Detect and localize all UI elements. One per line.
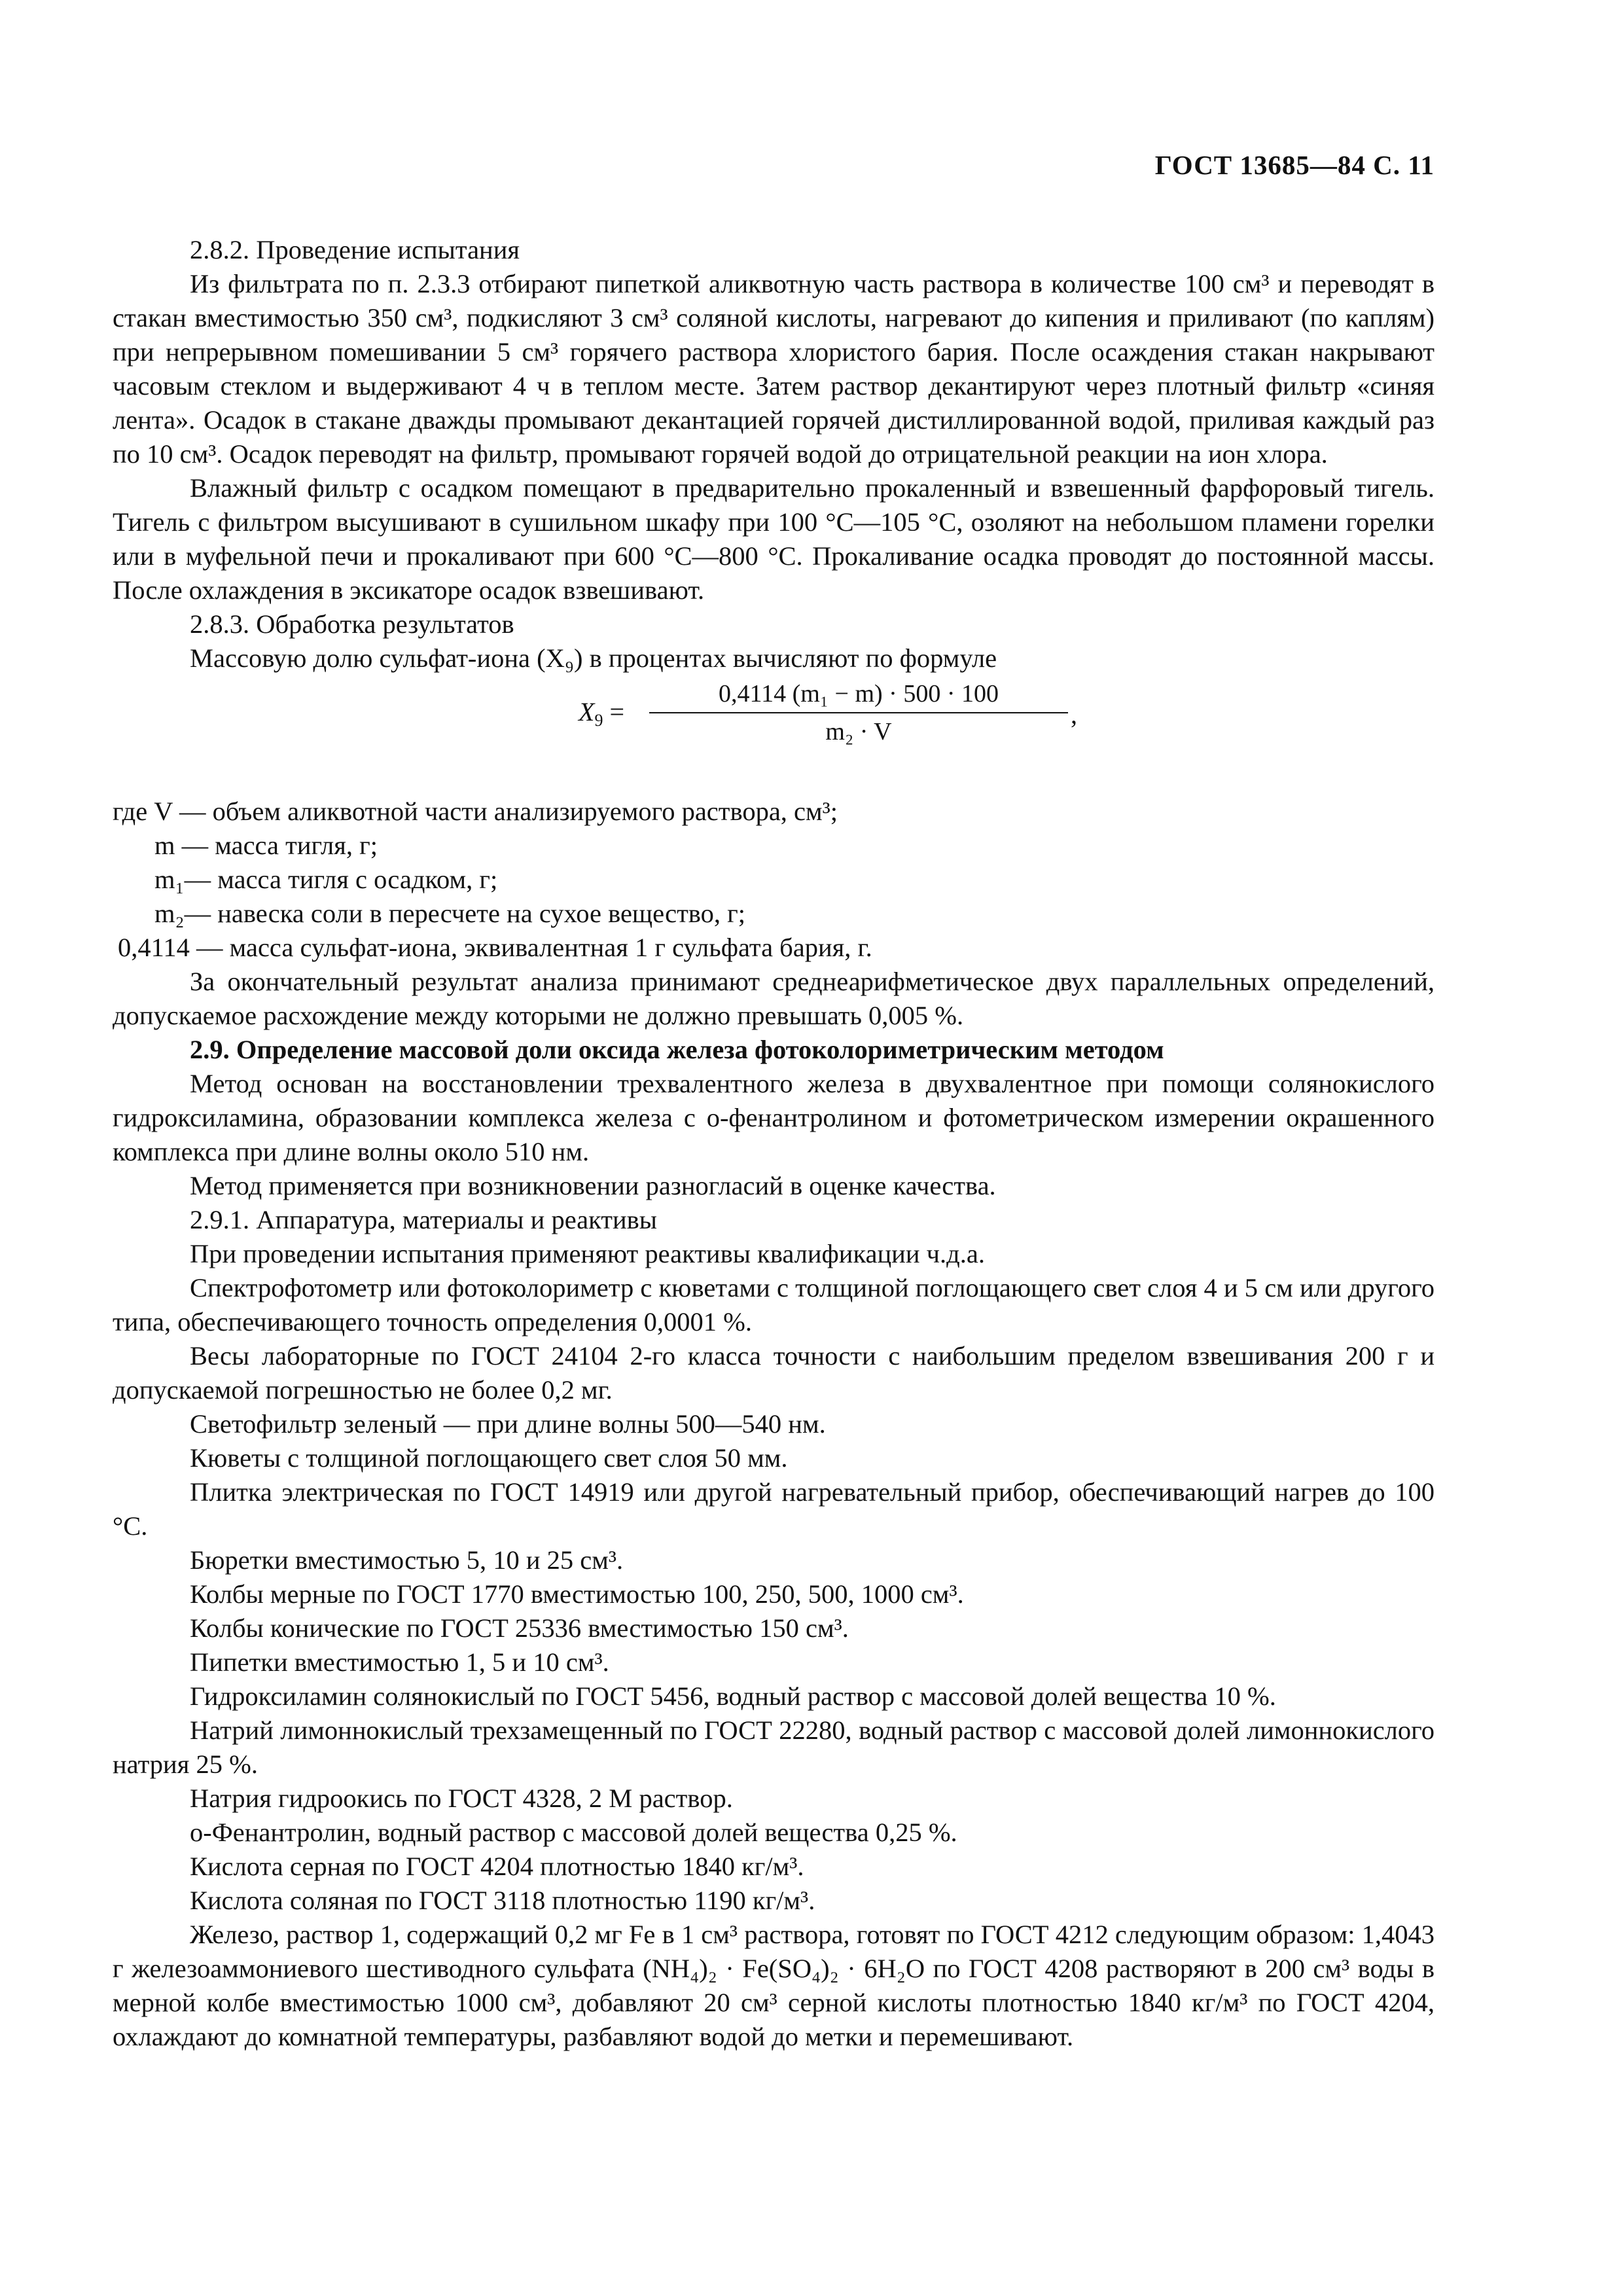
- paragraph-procedure: Из фильтрата по п. 2.3.3 отбирают пипеткой аликвотную часть раствора в количестве 100 см³ и переводят в стакан вместимостью 350 см³, подкисляют 3 см³ соляной кислоты, нагревают до кипения и приливают (по каплям) при непрерывном помешивании 5 см³ горячего раствора хлористого бария. После осаждения стакан накрывают часовым стеклом и выдерживают 4 ч в теплом месте. Затем раствор декантируют через плотный фильтр «синяя лента». Осадок в стакане дважды промывают декантацией горячей дистиллированной водой, приливая каждый раз по 10 см³. Осадок переводят на фильтр, промывают горячей водой до отрицательной реакции на ион хлора.: [113, 269, 1435, 469]
- document-page: [113, 149, 1435, 2054]
- list-item: Спектрофотометр или фотоколориметр с кюветами с толщиной поглощающего свет слоя 4 и 5 см или другого типа, обеспечивающего точность определения 0,0001 %.: [113, 1273, 1435, 1336]
- list-item: о-Фенантролин, водный раствор с массовой долей вещества 0,25 %.: [190, 1818, 957, 1847]
- list-item: Светофильтр зеленый — при длине волны 500—540 нм.: [190, 1409, 826, 1439]
- list-item: Кюветы с толщиной поглощающего свет слоя 50 мм.: [190, 1443, 788, 1473]
- list-item: Колбы конические по ГОСТ 25336 вместимостью 150 см³.: [190, 1613, 849, 1643]
- paragraph-final-result: За окончательный результат анализа принимают среднеарифметическое двух параллельных определений, допускаемое расхождение между которыми не должно превышать 0,005 %.: [113, 967, 1435, 1030]
- section-2-9-1-title: 2.9.1. Аппаратура, материалы и реактивы: [190, 1205, 657, 1234]
- section-2-8-3-title: 2.8.3. Обработка результатов: [190, 609, 514, 639]
- def-coefficient: 0,4114 — масса сульфат-иона, эквивалентная 1 г сульфата бария, г.: [118, 933, 872, 962]
- formula-definitions: [113, 829, 1435, 965]
- list-item: Бюретки вместимостью 5, 10 и 25 см³.: [190, 1545, 624, 1575]
- formula-fraction: [649, 679, 1068, 746]
- formula-lhs: $X_9$ =: [579, 697, 624, 730]
- def-m: m — масса тигля, г;: [154, 831, 378, 860]
- def-m1: m₁— масса тигля с осадком, г;: [154, 865, 498, 894]
- list-item: Пипетки вместимостью 1, 5 и 10 см³.: [190, 1647, 609, 1677]
- list-item: Весы лабораторные по ГОСТ 24104 2-го класса точности с наибольшим пределом взвешивания 200 г и допускаемой погрешностью не более 0,2 мг.: [113, 1341, 1435, 1405]
- list-item: Натрия гидроокись по ГОСТ 4328, 2 М раствор.: [190, 1784, 733, 1813]
- formula-numerator: 0,4114 (m₁ − m) · 500 · 100: [649, 679, 1068, 713]
- paragraph-method-use: Метод применяется при возникновении разногласий в оценке качества.: [190, 1171, 996, 1200]
- page-header: ГОСТ 13685—84 С. 11: [1154, 150, 1435, 180]
- formula-where: где V — объем аликвотной части анализируемого раствора, см³;: [113, 797, 838, 826]
- list-item: Кислота серная по ГОСТ 4204 плотностью 1840 кг/м³.: [190, 1852, 804, 1881]
- paragraph-formula-intro: Массовую долю сульфат-иона (X₉) в процентах вычисляют по формуле: [190, 643, 997, 673]
- formula-x9: [113, 679, 1435, 781]
- def-m2: m₂— навеска соли в пересчете на сухое вещество, г;: [154, 899, 745, 928]
- list-item: Кислота соляная по ГОСТ 3118 плотностью 1190 кг/м³.: [190, 1886, 815, 1915]
- formula-denominator: m₂ · V: [825, 718, 892, 745]
- section-2-9-title: 2.9. Определение массовой доли оксида железа фотоколориметрическим методом: [190, 1035, 1164, 1064]
- list-item: При проведении испытания применяют реактивы квалификации ч.д.а.: [190, 1239, 985, 1268]
- list-item: Железо, раствор 1, содержащий 0,2 мг Fe в 1 см³ раствора, готовят по ГОСТ 4212 следующим образом: 1,4043 г железоаммониевого шестиводного сульфата (NH₄)₂ · Fe(SO₄)₂ · 6H₂O по ГОСТ 4208 растворяют в 200 см³ воды в мерной колбе вместимостью 1000 см³, добавляют 20 см³ серной кислоты плотностью 1840 кг/м³ по ГОСТ 4204, охлаждают до комнатной температуры, разбавляют водой до метки и перемешивают.: [113, 1920, 1435, 2051]
- section-2-8-2-title: 2.8.2. Проведение испытания: [190, 235, 520, 264]
- paragraph-method: Метод основан на восстановлении трехвалентного железа в двухвалентное при помощи солянокислого гидроксиламина, образовании комплекса железа с о-фенантролином и фотометрическом измерении окрашенного комплекса при длине волны около 510 нм.: [113, 1069, 1435, 1166]
- list-item: Натрий лимоннокислый трехзамещенный по ГОСТ 22280, водный раствор с массовой долей лимоннокислого натрия 25 %.: [113, 1715, 1435, 1779]
- list-item: Колбы мерные по ГОСТ 1770 вместимостью 100, 250, 500, 1000 см³.: [190, 1579, 964, 1609]
- formula-comma: ,: [1071, 700, 1077, 729]
- list-item: Плитка электрическая по ГОСТ 14919 или другой нагревательный прибор, обеспечивающий нагрев до 100 °С.: [113, 1477, 1435, 1541]
- list-item: Гидроксиламин солянокислый по ГОСТ 5456, водный раствор с массовой долей вещества 10 %.: [190, 1681, 1276, 1711]
- paragraph-ignition: Влажный фильтр с осадком помещают в предварительно прокаленный и взвешенный фарфоровый тигель. Тигель с фильтром высушивают в сушильном шкафу при 100 °С—105 °С, озоляют на небольшом пламени горелки или в муфельной печи и прокаливают при 600 °С—800 °С. Прокаливание осадка проводят до постоянной массы. После охлаждения в эксикаторе осадок взвешивают.: [113, 473, 1435, 605]
